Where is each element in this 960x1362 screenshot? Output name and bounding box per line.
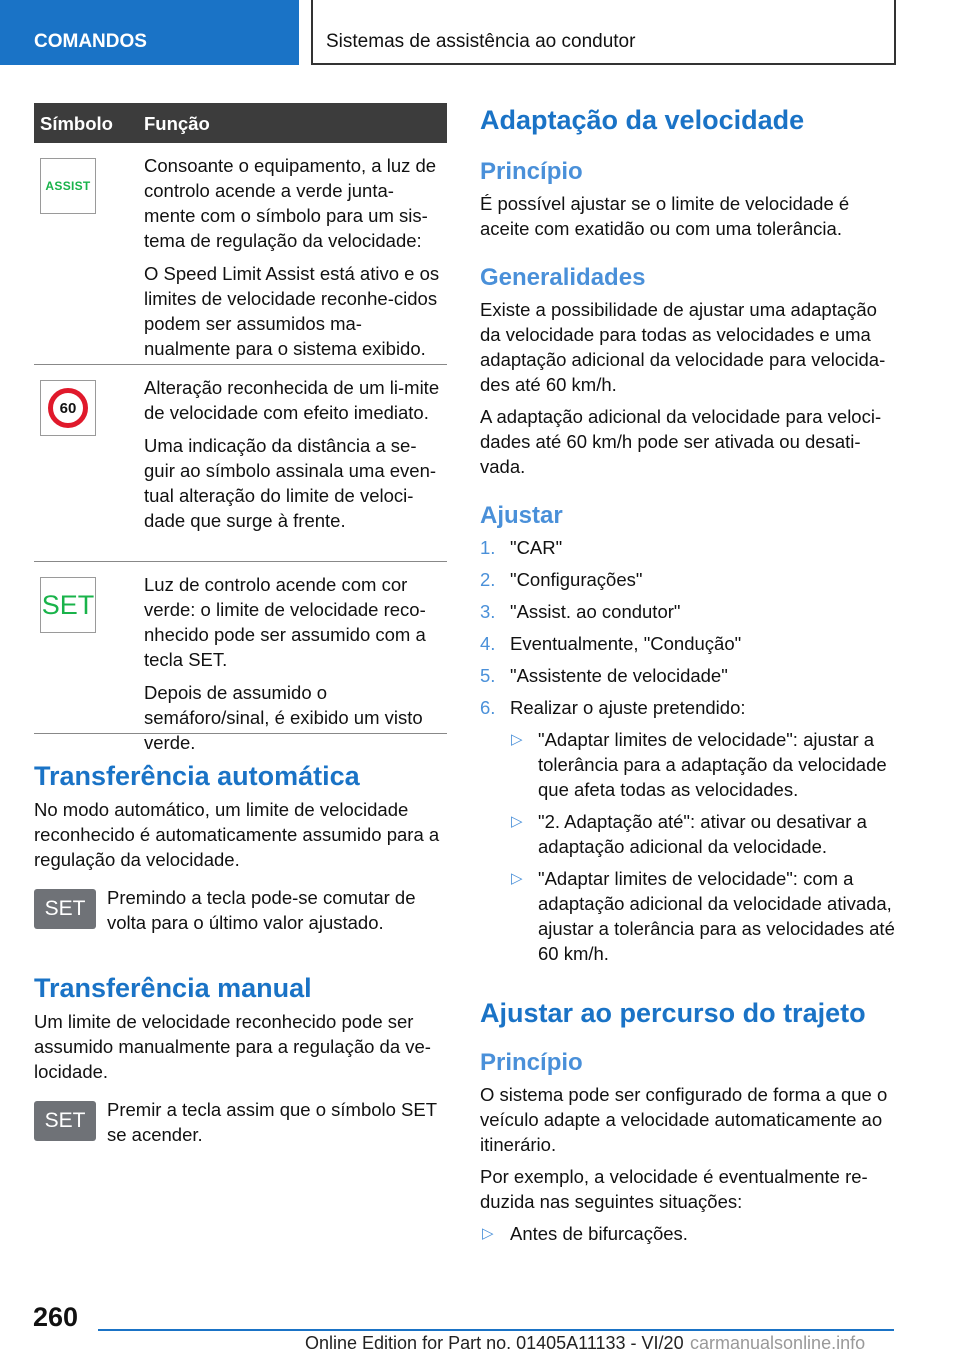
route-body: Por exemplo, a velocidade é eventualmente re-duzida nas seguintes situações: (480, 1166, 868, 1212)
right-column (480, 103, 900, 1246)
footer-rule (98, 1329, 894, 1331)
substep-text: "Adaptar limites de velocidade": com a adaptação adicional da velocidade ativada, ajustar a tolerância para as velocidades até 60 km/h. (538, 868, 895, 964)
triangle-bullet-icon: ▷ (511, 813, 523, 830)
set-key-icon: SET (34, 1101, 96, 1141)
speed-limit-number: 60 (48, 388, 88, 428)
assist-label: ASSIST (45, 179, 91, 193)
page-number: 260 (33, 1302, 79, 1332)
row-text: Luz de controlo acende com cor verde: o limite de velocidade reco-nhecido pode ser assumido com a tecla SET. (144, 574, 426, 670)
principle-heading: Princípio (480, 1049, 583, 1076)
row-text: Alteração reconhecida de um li-mite de velocidade com efeito imediato. (144, 377, 440, 423)
set-indicator-icon (40, 577, 96, 633)
col-function-label: Função (144, 113, 210, 134)
principle-body: É possível ajustar se o limite de velocidade é aceite com exatidão ou com uma tolerância. (480, 193, 850, 239)
manual-transfer-body: Um limite de velocidade reconhecido pode ser assumido manualmente para a regulação da ve-locidade. (34, 1011, 431, 1082)
speed-limit-assist-icon (40, 158, 96, 214)
row-text: Consoante o equipamento, a luz de controlo acende a verde junta-mente com o símbolo para um sis-tema de regulação da velocidade: (144, 155, 437, 251)
row-text: Uma indicação da distância a se-guir ao símbolo assinala uma even-tual alteração do limite de veloci-dade que surge à frente. (144, 435, 437, 531)
step-text: "Assist. ao condutor" (510, 601, 681, 622)
auto-transfer-body: No modo automático, um limite de velocidade reconhecido é automaticamente assumido para a regulação da velocidade. (34, 799, 440, 870)
list-item (480, 599, 900, 624)
table-row (34, 562, 447, 753)
list-item (480, 695, 900, 720)
key-note-text: Premir a tecla assim que o símbolo SET se acender. (107, 1099, 437, 1145)
principle-heading: Princípio (480, 158, 583, 185)
speed-adaptation-heading: Adaptação da velocidade (480, 105, 805, 135)
adjust-steps (480, 535, 900, 720)
list-item (480, 1221, 900, 1246)
table-row (34, 143, 447, 365)
step-number: 4. (480, 633, 496, 654)
triangle-bullet-icon: ▷ (511, 731, 523, 748)
step-text: Realizar o ajuste pretendido: (510, 697, 746, 718)
key-note-text: Premindo a tecla pode-se comutar de volta para o último valor ajustado. (107, 887, 416, 933)
left-column (34, 103, 447, 1147)
chapter-title: Sistemas de assistência ao condutor (326, 31, 636, 52)
step-number: 6. (480, 697, 496, 718)
step-number: 3. (480, 601, 496, 622)
speed-limit-sign-icon (40, 380, 96, 436)
list-item (480, 727, 900, 802)
list-item (480, 535, 900, 560)
triangle-bullet-icon: ▷ (482, 1225, 494, 1242)
edition-note: Online Edition for Part no. 01405A11133 - VI/20 (305, 1333, 684, 1353)
step-number: 2. (480, 569, 496, 590)
col-symbol-label: Símbolo (40, 113, 113, 134)
table-row (34, 365, 447, 562)
route-adjust-heading: Ajustar ao percurso do trajeto (480, 998, 866, 1028)
step-text: "Configurações" (510, 569, 643, 590)
triangle-bullet-icon: ▷ (511, 870, 523, 887)
auto-transfer-key-note (34, 885, 447, 935)
section-tab: COMANDOS (0, 0, 299, 65)
set-key-icon: SET (34, 889, 96, 929)
auto-transfer-heading: Transferência automática (34, 761, 360, 791)
general-heading: Generalidades (480, 264, 646, 291)
row-text: Depois de assumido o semáforo/sinal, é exibido um visto verde. (144, 682, 423, 753)
step-text: "Assistente de velocidade" (510, 665, 728, 686)
list-item (480, 567, 900, 592)
list-item (480, 866, 900, 966)
substep-text: "2. Adaptação até": ativar ou desativar a adaptação adicional da velocidade. (538, 811, 867, 857)
symbol-table-header (34, 103, 447, 143)
list-item (480, 631, 900, 656)
step-text: Eventualmente, "Condução" (510, 633, 742, 654)
bullet-text: Antes de bifurcações. (510, 1223, 688, 1244)
adjust-heading: Ajustar (480, 502, 563, 529)
substep-text: "Adaptar limites de velocidade": ajustar a tolerância para a adaptação da velocidade que afeta todas as velocidades. (538, 729, 887, 800)
general-body: Existe a possibilidade de ajustar uma adaptação da velocidade para todas as velocidades e uma adaptação adicional da velocidade para velocida-des até 60 km/h. (480, 299, 886, 395)
general-body: A adaptação adicional da velocidade para veloci-dades até 60 km/h pode ser ativada ou desati-vada. (480, 406, 882, 477)
step-text: "CAR" (510, 537, 563, 558)
step-number: 5. (480, 665, 496, 686)
row-text: O Speed Limit Assist está ativo e os limites de velocidade reconhe-cidos podem ser assumidos ma-nualmente para o sistema exibido. (144, 263, 440, 359)
set-indicator-label: SET (41, 589, 95, 620)
manual-transfer-heading: Transferência manual (34, 973, 312, 1003)
route-body: O sistema pode ser configurado de forma a que o veículo adapte a velocidade automaticamente ao itinerário. (480, 1084, 888, 1155)
watermark: carmanualsonline.info (690, 1333, 866, 1353)
list-item (480, 809, 900, 859)
step-number: 1. (480, 537, 496, 558)
manual-transfer-key-note (34, 1097, 447, 1147)
list-item (480, 663, 900, 688)
